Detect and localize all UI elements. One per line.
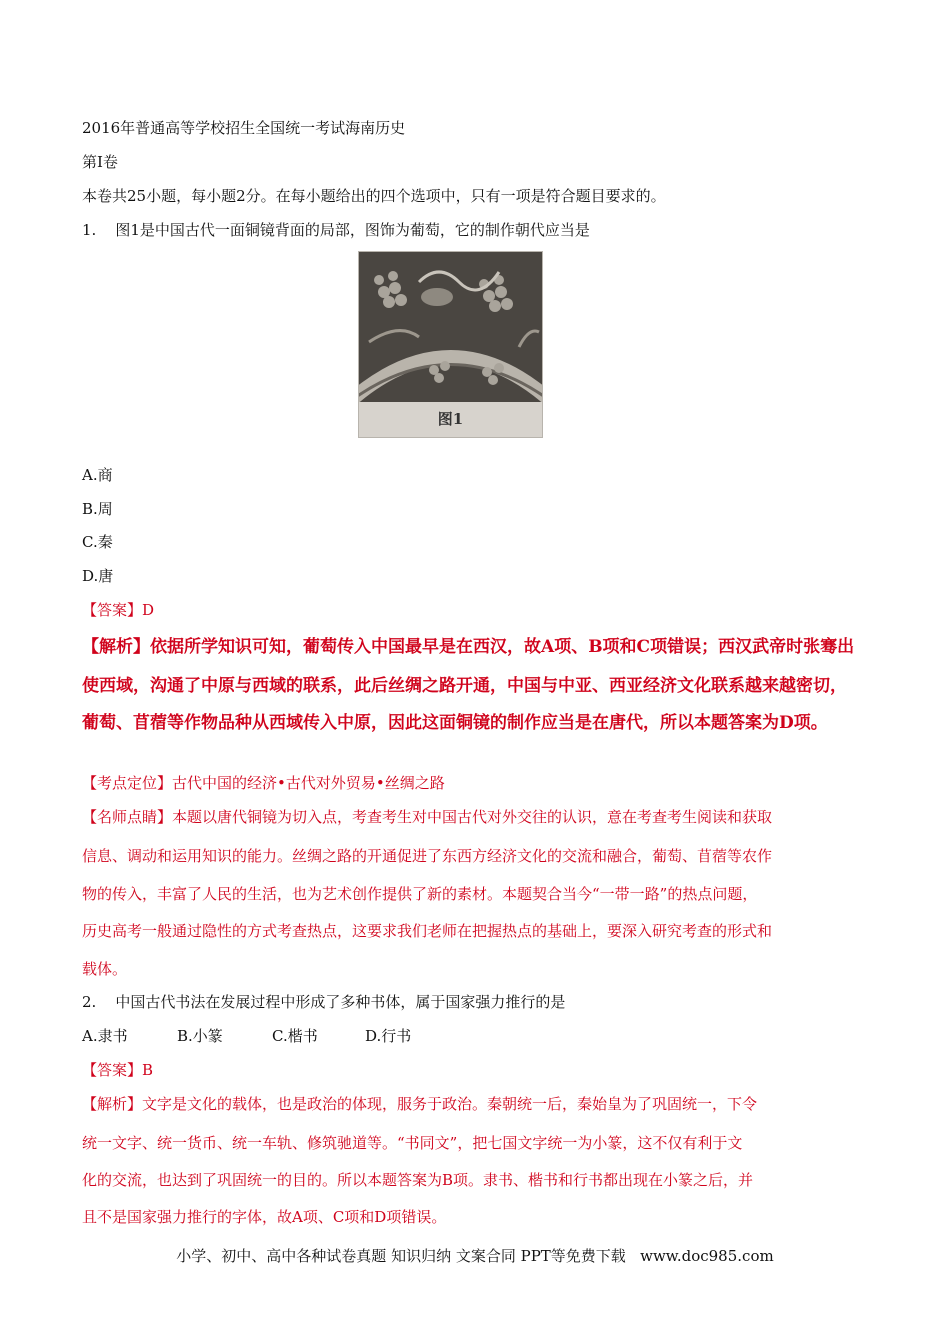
q1-dianjing-line: 历史高考一般通过隐性的方式考查热点，这要求我们老师在把握热点的基础上，要深入研究考查的形式和 [82,922,773,940]
q2-analysis-line: 统一文字、统一货币、统一车轨、修筑驰道等。“书同文”，把七国文字统一为小篆，这不仅有利于文 [82,1134,743,1152]
q1-figure-bronze-mirror [358,251,543,438]
q1-stem: 1. 图1是中国古代一面铜镜背面的局部，图饰为葡萄，它的制作朝代应当是 [82,221,590,239]
q1-option-a: A.商 [82,466,113,484]
q2-option-a: A.隶书 [82,1027,128,1045]
q2-analysis-line: 化的交流，也达到了巩固统一的目的。所以本题答案为B项。隶书、楷书和行书都出现在小篆之后，并 [82,1171,754,1189]
q2-analysis-line: 【解析】文字是文化的载体，也是政治的体现，服务于政治。秦朝统一后，秦始皇为了巩固统一，下令 [82,1095,758,1113]
q2-analysis-line: 且不是国家强力推行的字体，故A项、C项和D项错误。 [82,1208,447,1226]
q1-dianjing-line: 信息、调动和运用知识的能力。丝绸之路的开通促进了东西方经济文化的交流和融合，葡萄、苜蓿等农作 [82,847,773,865]
volume-label: 第Ⅰ卷 [82,153,118,171]
q1-analysis-line: 【解析】依据所学知识可知，葡萄传入中国最早是在西汉，故A项、B项和C项错误；西汉武帝时张骞出 [82,637,855,657]
q1-option-b: B.周 [82,500,113,518]
q2-option-b: B.小篆 [177,1027,223,1045]
q2-option-d: D.行书 [365,1027,412,1045]
bronze-mirror-image [359,252,542,402]
instructions: 本卷共25小题，每小题2分。在每小题给出的四个选项中，只有一项是符合题目要求的。 [82,187,666,205]
q1-dianjing-line: 【名师点睛】本题以唐代铜镜为切入点，考查考生对中国古代对外交往的认识，意在考查考生阅读和获取 [82,808,773,826]
figure-caption: 图1 [437,410,464,428]
q2-option-c: C.楷书 [272,1027,318,1045]
q1-answer: 【答案】D [82,601,155,619]
page-footer: 小学、初中、高中各种试卷真题 知识归纳 文案合同 PPT等免费下载 www.doc985.com [176,1247,774,1265]
q1-option-c: C.秦 [82,533,113,551]
q1-kaodian: 【考点定位】古代中国的经济•古代对外贸易•丝绸之路 [82,774,445,792]
q1-dianjing-line: 物的传入，丰富了人民的生活，也为艺术创作提供了新的素材。本题契合当今“一带一路”的热点问题， [82,885,758,903]
q2-answer: 【答案】B [82,1061,154,1079]
q1-option-d: D.唐 [82,567,114,585]
q1-analysis-line: 葡萄、苜蓿等作物品种从西域传入中原，因此这面铜镜的制作应当是在唐代，所以本题答案为D项。 [82,713,828,733]
exam-title: 2016年普通高等学校招生全国统一考试海南历史 [82,119,406,137]
q1-analysis-line: 使西域，沟通了中原与西域的联系，此后丝绸之路开通，中国与中亚、西亚经济文化联系越来越密切， [82,676,847,696]
q1-dianjing-line: 载体。 [82,960,128,978]
q2-options [82,1026,411,1046]
q2-stem: 2. 中国古代书法在发展过程中形成了多种书体，属于国家强力推行的是 [82,993,566,1011]
